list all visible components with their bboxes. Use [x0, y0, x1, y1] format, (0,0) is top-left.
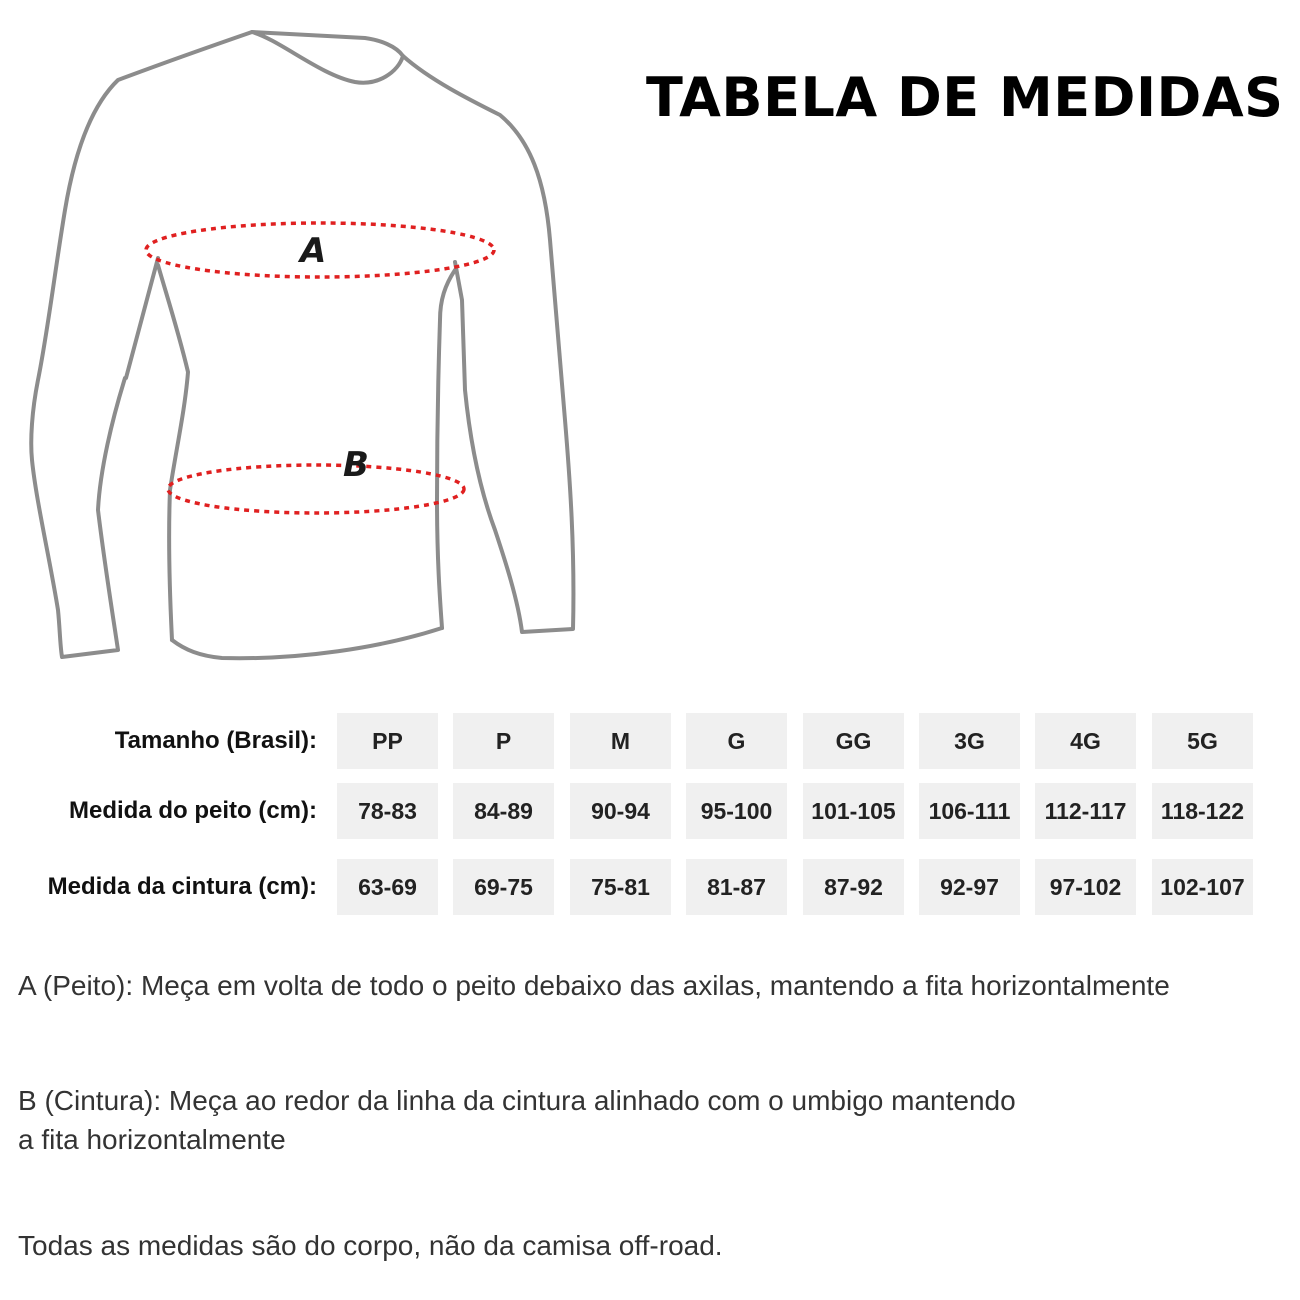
label-b: B — [343, 445, 369, 485]
note-waist-line1: B (Cintura): Meça ao redor da linha da cintura alinhado com o umbigo mantendo — [18, 1085, 1016, 1116]
note-waist-line2: a fita horizontalmente — [18, 1124, 286, 1155]
waist-cell: 97-102 — [1035, 859, 1136, 915]
waist-cell: 75-81 — [570, 859, 671, 915]
waist-cell: 81-87 — [686, 859, 787, 915]
chest-cell: 78-83 — [337, 783, 438, 839]
size-cell: GG — [803, 713, 904, 769]
chest-cell: 90-94 — [570, 783, 671, 839]
chest-row — [0, 783, 1300, 839]
chest-row-label: Medida do peito (cm): — [69, 797, 317, 824]
note-chest: A (Peito): Meça em volta de todo o peito debaixo das axilas, mantendo a fita horizontalmente — [18, 970, 1170, 1001]
chest-cell: 84-89 — [453, 783, 554, 839]
chest-cell: 101-105 — [803, 783, 904, 839]
size-row — [0, 713, 1300, 769]
waist-row-label: Medida da cintura (cm): — [47, 873, 317, 900]
waist-row — [0, 859, 1300, 915]
waist-cell: 69-75 — [453, 859, 554, 915]
size-cell: PP — [337, 713, 438, 769]
chest-cell: 106-111 — [919, 783, 1020, 839]
chest-cell: 95-100 — [686, 783, 787, 839]
shirt-diagram — [0, 0, 600, 680]
waist-cell: 92-97 — [919, 859, 1020, 915]
waist-measure-line — [168, 465, 464, 513]
chest-cell: 112-117 — [1035, 783, 1136, 839]
size-cell: 3G — [919, 713, 1020, 769]
page-title: TABELA DE MEDIDAS — [646, 66, 1284, 129]
label-a: A — [300, 231, 327, 271]
shirt-collar — [252, 32, 403, 83]
size-cell: P — [453, 713, 554, 769]
chest-cell: 118-122 — [1152, 783, 1253, 839]
size-cell: 5G — [1152, 713, 1253, 769]
waist-cell: 102-107 — [1152, 859, 1253, 915]
waist-cell: 63-69 — [337, 859, 438, 915]
waist-cell: 87-92 — [803, 859, 904, 915]
shirt-outline — [31, 32, 573, 658]
size-cell: G — [686, 713, 787, 769]
note-all-measures: Todas as medidas são do corpo, não da camisa off-road. — [18, 1230, 723, 1261]
size-cell: 4G — [1035, 713, 1136, 769]
size-cell: M — [570, 713, 671, 769]
size-row-label: Tamanho (Brasil): — [114, 727, 317, 754]
